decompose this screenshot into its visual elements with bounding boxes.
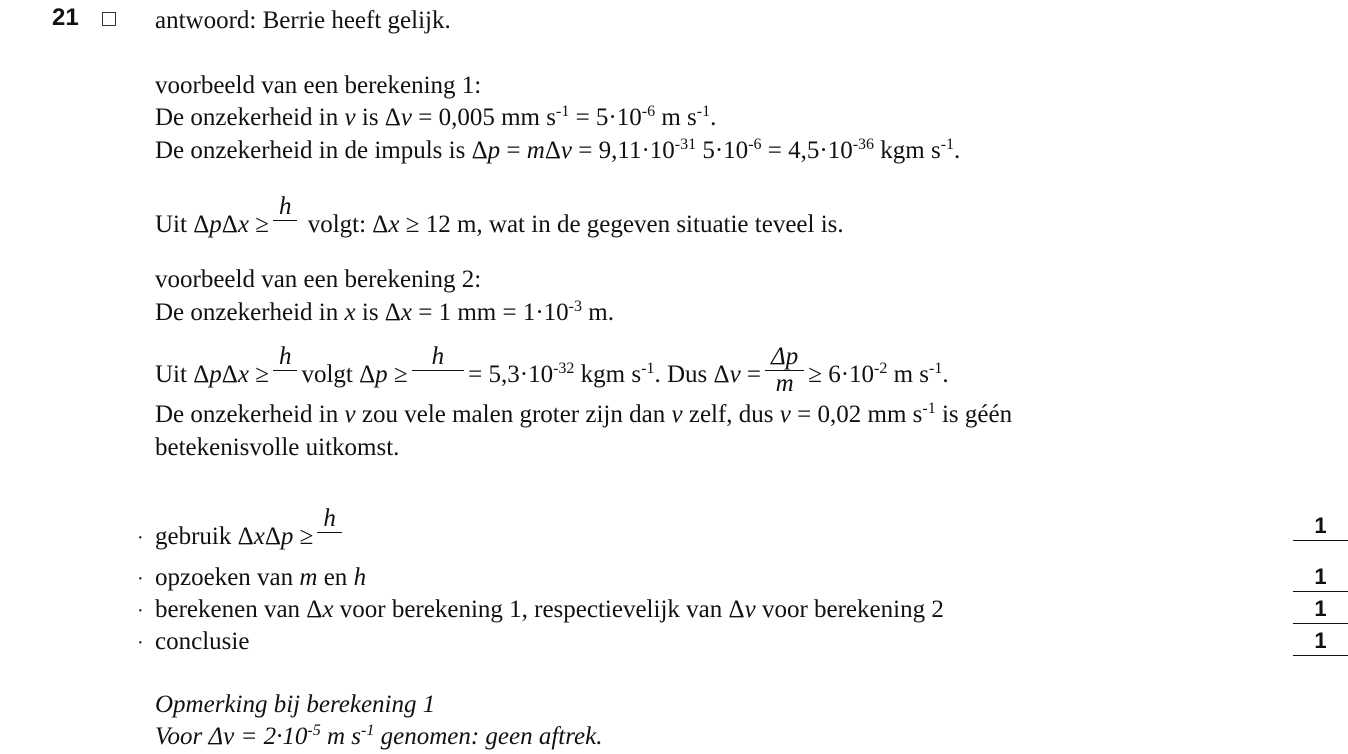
fraction: h: [317, 506, 342, 559]
score-checkbox[interactable]: [102, 12, 116, 26]
rubric-score: 1: [1293, 563, 1348, 592]
calc2-line2: Uit ΔpΔx ≥ h volgt Δp ≥ h = $5,3\cdot 10^{-32}$ kgm $s^{-1}$. Dus Δv = $\frac{\Delta p}{m}$ ≥ $6\cdot 10^{-2}$ m $s^{-1}$.: [155, 343, 949, 397]
question-number: 21: [52, 4, 79, 31]
answer-line: antwoord: Berrie heeft gelijk.: [155, 7, 451, 34]
calc2-line1: De onzekerheid in x is Δx = 1 mm = $1\cdot 10^{-3}$ m.: [155, 298, 614, 326]
rubric-item: · conclusie: [137, 628, 250, 655]
fraction: $\frac{\Delta p}{m}$: [765, 344, 804, 397]
calc2-heading: voorbeeld van een berekening 2:: [155, 266, 482, 293]
remark-line: Voor $\Delta v = 2\cdot 10^{-5}$ m $s^{-1}$ genomen: geen aftrek.: [155, 722, 603, 750]
fraction: h: [273, 194, 298, 247]
rubric-score: 1: [1293, 627, 1348, 656]
remark-title: Opmerking bij berekening 1: [155, 691, 436, 718]
calc1-line2: De onzekerheid in de impuls is $\Delta p = m\Delta v = 9,11\cdot 10^{-31}$ $5\cdot 10^{-6} = 4,5\cdot 10^{-36}$ kgm $s^{-1}$.: [155, 136, 961, 164]
calc2-line4: betekenisvolle uitkomst.: [155, 434, 400, 461]
rubric-item: · opzoeken van m en h: [137, 564, 367, 591]
fraction: h: [273, 344, 298, 397]
calc1-line3: Uit ΔpΔx ≥ h volgt: Δx ≥ 12 m, wat in de gegeven situatie teveel is.: [155, 200, 844, 253]
rubric-score: 1: [1293, 595, 1348, 624]
rubric-score: 1: [1293, 512, 1348, 541]
calc2-line3: De onzekerheid in v zou vele malen groter zijn dan v zelf, dus v = 0,02 mm $s^{-1}$ is géén: [155, 400, 1013, 428]
rubric-item: · berekenen van Δx voor berekening 1, respectievelijk van Δv voor berekening 2: [137, 596, 944, 623]
fraction: h: [412, 344, 465, 397]
calc1-line1: De onzekerheid in v is Δv = 0,005 mm $s^{-1} = 5\cdot 10^{-6}$ m $s^{-1}$.: [155, 103, 717, 131]
calc1-heading: voorbeeld van een berekening 1:: [155, 72, 482, 99]
rubric-item: · gebruik ΔxΔp ≥ h: [137, 512, 346, 565]
